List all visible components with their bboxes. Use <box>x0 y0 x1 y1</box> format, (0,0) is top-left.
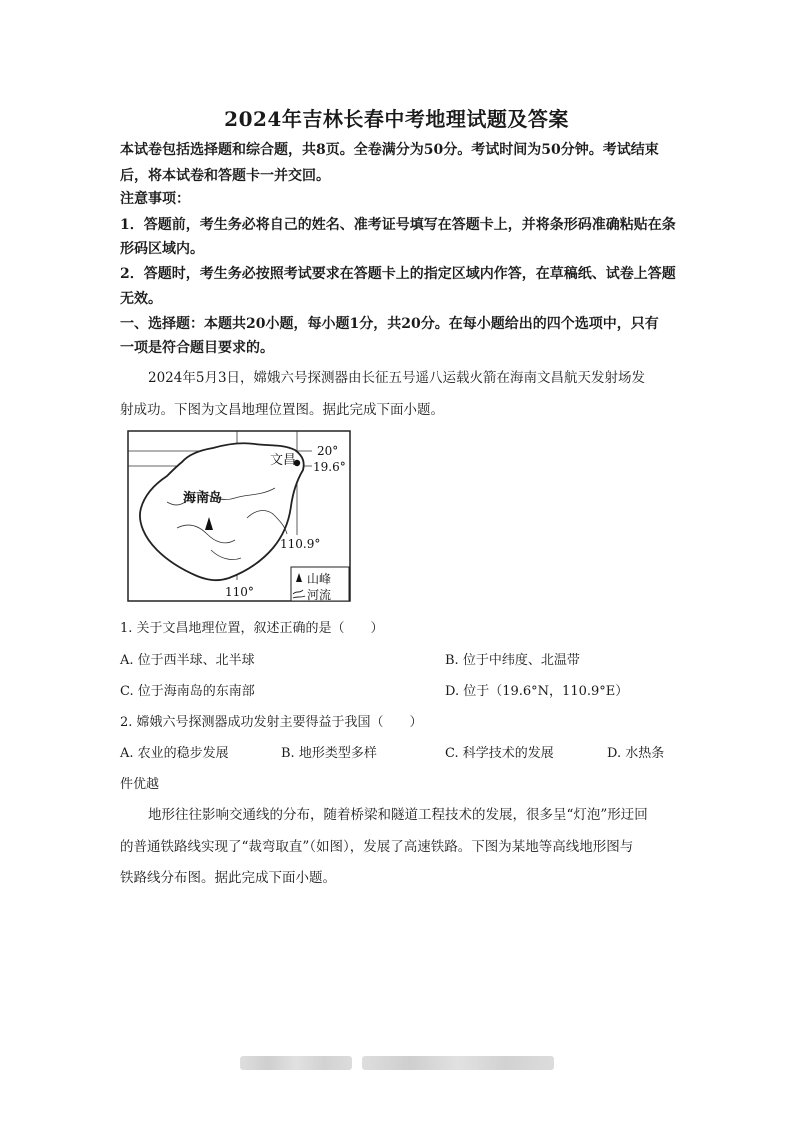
label-city-wenchang: 文昌 <box>270 453 297 468</box>
passage-2-line-3: 铁路线分布图。据此完成下面小题。 <box>120 870 336 886</box>
question-2-option-d-continued: 件优越 <box>120 777 160 792</box>
question-2-option-c: C. 科学技术的发展 <box>445 746 554 761</box>
label-lon-110: 110° <box>225 585 254 599</box>
question-2-option-d: D. 水热条 <box>607 746 665 761</box>
question-1-option-d: D. 位于（19.6°N，110.9°E） <box>445 684 629 699</box>
question-2-stem: 2. 嫦娥六号探测器成功发射主要得益于我国（ ） <box>120 715 423 730</box>
question-2-option-a: A. 农业的稳步发展 <box>120 746 229 761</box>
legend-river-label: 河流 <box>307 588 332 602</box>
question-1-option-c: C. 位于海南岛的东南部 <box>120 684 255 699</box>
wenchang-location-map <box>127 430 351 602</box>
label-lat-19-6: 19.6° <box>313 460 346 474</box>
passage-1-line-2: 射成功。下图为文昌地理位置图。据此完成下面小题。 <box>120 402 444 418</box>
note-2-line-1: 2．答题时，考生务必按照考试要求在答题卡上的指定区域内作答，在草稿纸、试卷上答题 <box>120 266 676 282</box>
section-1-line-1: 一、选择题：本题共20小题，每小题1分，共20分。在每小题给出的四个选项中，只有 <box>120 316 659 332</box>
legend-mountain-label: 山峰 <box>307 572 332 586</box>
instructions-line-2: 后，将本试卷和答题卡一并交回。 <box>120 168 330 184</box>
notes-heading: 注意事项： <box>120 191 190 207</box>
note-2-line-2: 无效。 <box>120 291 162 307</box>
passage-1-line-1: 2024年5月3日，嫦娥六号探测器由长征五号遥八运载火箭在海南文昌航天发射场发 <box>148 370 646 386</box>
section-1-line-2: 一项是符合题目要求的。 <box>120 340 274 356</box>
question-2-option-b: B. 地形类型多样 <box>281 746 377 761</box>
question-1-option-a: A. 位于西半球、北半球 <box>120 653 255 668</box>
question-1-stem: 1. 关于文昌地理位置，叙述正确的是（ ） <box>120 621 384 636</box>
footer-watermark-right <box>362 1056 554 1070</box>
label-lon-110-9: 110.9° <box>280 537 321 551</box>
label-lat-20: 20° <box>317 444 339 458</box>
note-1-line-2: 形码区域内。 <box>120 241 204 257</box>
question-1-option-b: B. 位于中纬度、北温带 <box>445 653 580 668</box>
note-1-line-1: 1．答题前，考生务必将自己的姓名、准考证号填写在答题卡上，并将条形码准确粘贴在条 <box>120 217 676 233</box>
label-hainan-island: 海南岛 <box>183 491 223 506</box>
instructions-line-1: 本试卷包括选择题和综合题，共8页。全卷满分为50分。考试时间为50分钟。考试结束 <box>120 142 659 158</box>
passage-2-line-2: 的普通铁路线实现了“裁弯取直”（如图），发展了高速铁路。下图为某地等高线地形图与 <box>120 839 634 855</box>
footer-watermark-left <box>240 1056 352 1070</box>
page-title: 2024年吉林长春中考地理试题及答案 <box>224 107 569 131</box>
passage-2-line-1: 地形往往影响交通线的分布，随着桥梁和隧道工程技术的发展，很多呈“灯泡”形迂回 <box>148 807 648 823</box>
